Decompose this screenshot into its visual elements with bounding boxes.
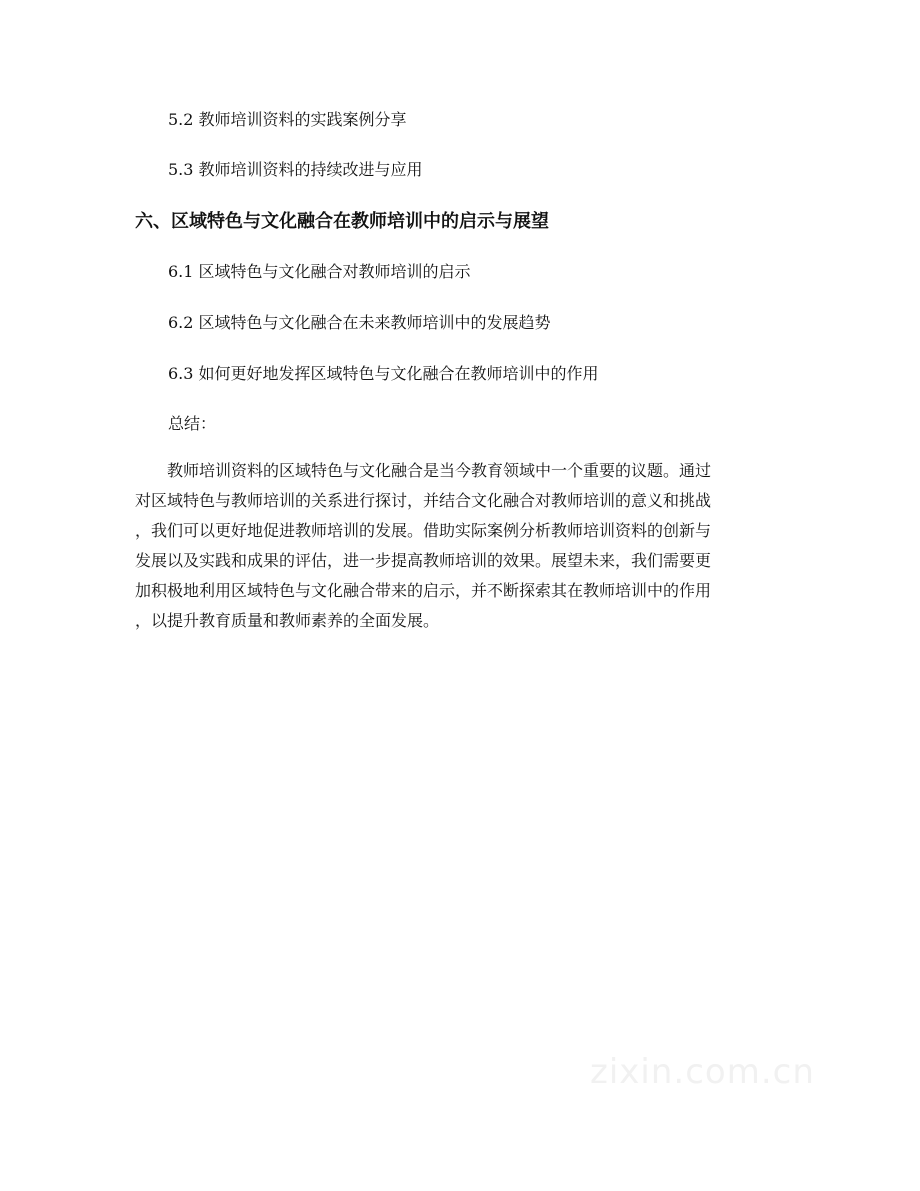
summary-line: 加积极地利用区域特色与文化融合带来的启示，并不断探索其在教师培训中的作用	[135, 581, 712, 600]
summary-line: 发展以及实践和成果的评估，进一步提高教师培训的效果。展望未来，我们需要更	[135, 551, 712, 570]
summary-label: 总结：	[168, 414, 217, 433]
summary-line: ，以提升教育质量和教师素养的全面发展。	[135, 611, 440, 630]
toc-item-5-3: 5.3 教师培训资料的持续改进与应用	[168, 160, 423, 179]
section-6-heading: 六、区域特色与文化融合在教师培训中的启示与展望	[135, 211, 549, 232]
toc-item-6-3: 6.3 如何更好地发挥区域特色与文化融合在教师培训中的作用	[168, 364, 599, 383]
summary-line: 教师培训资料的区域特色与文化融合是当今教育领域中一个重要的议题。通过	[167, 461, 712, 480]
summary-paragraph	[135, 456, 785, 636]
toc-item-6-1: 6.1 区域特色与文化融合对教师培训的启示	[168, 262, 471, 281]
toc-item-6-2: 6.2 区域特色与文化融合在未来教师培训中的发展趋势	[168, 313, 551, 332]
watermark: zixin.com.cn	[590, 1052, 815, 1092]
toc-item-5-2: 5.2 教师培训资料的实践案例分享	[168, 110, 407, 129]
summary-line: 对区域特色与教师培训的关系进行探讨，并结合文化融合对教师培训的意义和挑战	[135, 491, 712, 510]
summary-line: ，我们可以更好地促进教师培训的发展。借助实际案例分析教师培训资料的创新与	[135, 521, 712, 540]
